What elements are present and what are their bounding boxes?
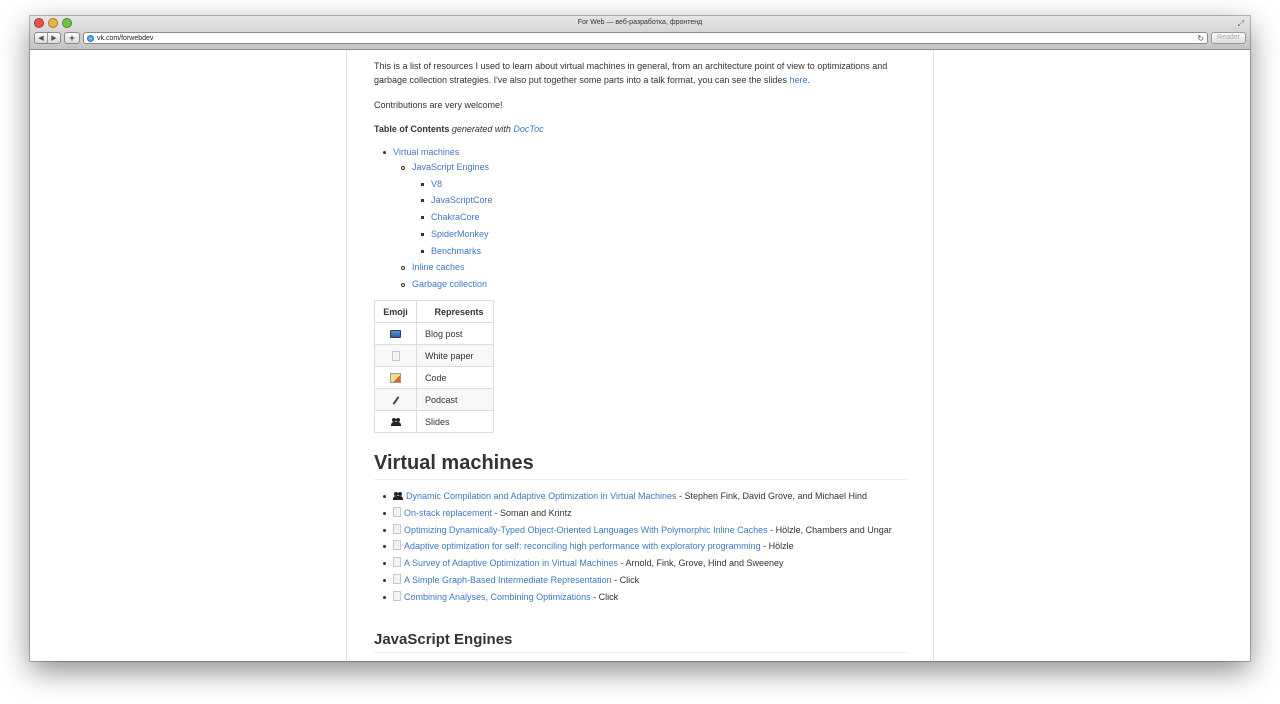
bullet-marker bbox=[421, 216, 424, 219]
people-icon bbox=[393, 492, 403, 500]
represents-cell: Code bbox=[417, 367, 494, 389]
reader-button[interactable]: Reader bbox=[1211, 32, 1246, 44]
page-icon bbox=[393, 574, 401, 584]
list-item bbox=[374, 590, 909, 604]
page-icon bbox=[392, 351, 400, 361]
page-icon bbox=[393, 557, 401, 567]
emoji-cell bbox=[375, 367, 417, 389]
bullet-marker bbox=[383, 529, 386, 532]
represents-cell: Blog post bbox=[417, 323, 494, 345]
emoji-cell bbox=[375, 323, 417, 345]
list-item bbox=[374, 556, 909, 570]
new-tab-button[interactable]: + bbox=[64, 32, 80, 44]
toc-link[interactable]: V8 bbox=[431, 178, 443, 189]
toc-item bbox=[374, 227, 910, 244]
table-row bbox=[375, 389, 494, 411]
resource-authors: - Click bbox=[611, 574, 640, 585]
bullet-marker bbox=[401, 283, 405, 287]
toc-heading: Table of Contents generated with DocToc bbox=[374, 124, 544, 134]
bullet-marker bbox=[383, 562, 386, 565]
browser-window bbox=[30, 16, 1250, 661]
emoji-cell bbox=[375, 411, 417, 433]
toc-link[interactable]: JavaScriptCore bbox=[431, 195, 493, 206]
emoji-cell bbox=[375, 345, 417, 367]
emoji-legend-table bbox=[374, 300, 494, 433]
resource-link[interactable]: On-stack replacement bbox=[404, 507, 493, 518]
toc-item bbox=[374, 277, 910, 294]
toc-link[interactable]: Virtual machines bbox=[393, 147, 460, 157]
emoji-cell bbox=[375, 389, 417, 411]
forward-button[interactable]: ▶ bbox=[47, 33, 60, 43]
history-buttons bbox=[34, 32, 61, 44]
toc-item bbox=[374, 260, 910, 277]
represents-cell: White paper bbox=[417, 345, 494, 367]
resource-authors: - Hölzle bbox=[760, 541, 794, 552]
page-icon bbox=[393, 540, 401, 550]
fullscreen-icon[interactable]: ⤢ bbox=[1237, 19, 1244, 28]
window-title: For Web — веб-разработка, фронтенд bbox=[577, 19, 703, 26]
resource-link[interactable]: Dynamic Compilation and Adaptive Optimization in Virtual Machines bbox=[406, 491, 677, 501]
list-item bbox=[374, 489, 909, 503]
resource-link[interactable]: A Survey of Adaptive Optimization in Virtual Machines bbox=[404, 558, 618, 569]
bullet-marker bbox=[383, 596, 386, 599]
resource-authors: - Hölzle, Chambers and Ungar bbox=[767, 524, 892, 535]
resource-link[interactable]: Adaptive optimization for self: reconciling high performance with exploratory programming bbox=[404, 541, 761, 552]
url-text[interactable]: vk.com/forwebdev bbox=[97, 34, 154, 42]
contributions-text: Contributions are very welcome! bbox=[374, 100, 503, 110]
toc-link[interactable]: Inline caches bbox=[412, 262, 465, 273]
toc-item bbox=[374, 244, 910, 261]
people-icon bbox=[391, 418, 401, 426]
table-row bbox=[375, 367, 494, 389]
table-row bbox=[375, 323, 494, 345]
table-header-emoji: Emoji bbox=[375, 301, 417, 323]
article-content bbox=[346, 50, 934, 661]
list-item bbox=[374, 523, 909, 537]
resource-authors: - Click bbox=[590, 591, 619, 602]
section-heading-javascript-engines: JavaScript Engines bbox=[374, 630, 909, 653]
page-viewport[interactable] bbox=[30, 50, 1250, 661]
microphone-icon bbox=[391, 396, 400, 405]
site-icon bbox=[87, 35, 94, 42]
toc-link[interactable]: Garbage collection bbox=[412, 278, 488, 289]
list-item bbox=[374, 539, 909, 553]
toc-item bbox=[374, 160, 910, 177]
reload-icon[interactable]: ↻ bbox=[1197, 33, 1205, 43]
bullet-marker bbox=[401, 166, 405, 170]
table-row bbox=[375, 411, 494, 433]
page-icon bbox=[393, 524, 401, 534]
monitor-icon bbox=[390, 330, 401, 338]
back-button[interactable]: ◀ bbox=[38, 35, 44, 42]
section-heading-virtual-machines: Virtual machines bbox=[374, 450, 909, 480]
bullet-marker bbox=[383, 579, 386, 582]
address-bar[interactable] bbox=[83, 32, 1208, 44]
navigation-bar bbox=[34, 31, 1246, 45]
represents-cell: Podcast bbox=[417, 389, 494, 411]
table-row bbox=[375, 345, 494, 367]
browser-toolbar bbox=[30, 16, 1250, 50]
bullet-marker bbox=[383, 151, 386, 154]
resource-authors: - Arnold, Fink, Grove, Hind and Sweeney bbox=[617, 558, 784, 569]
toc-item bbox=[374, 177, 910, 194]
resource-authors: - Stephen Fink, David Grove, and Michael Hind bbox=[676, 491, 868, 501]
table-of-contents bbox=[374, 145, 910, 293]
bullet-marker bbox=[421, 233, 424, 236]
bullet-marker bbox=[383, 512, 386, 515]
page-icon bbox=[393, 591, 401, 601]
doctoc-link[interactable]: DocToc bbox=[513, 124, 544, 134]
list-item bbox=[374, 506, 909, 520]
bullet-marker bbox=[421, 183, 424, 186]
list-item bbox=[374, 573, 909, 587]
virtual-machines-list bbox=[374, 489, 909, 607]
page-icon bbox=[393, 507, 401, 517]
resource-authors: - Soman and Krintz bbox=[492, 507, 572, 518]
toc-link[interactable]: Benchmarks bbox=[431, 245, 482, 256]
table-header-represents: Represents bbox=[417, 301, 494, 323]
intro-paragraph: This is a list of resources I used to learn about virtual machines in general, from an architecture point of view to optimizations and garbage collection strategies. I've also put together some parts into a talk format, you can see the slides here. bbox=[374, 61, 888, 85]
toc-item bbox=[374, 145, 910, 160]
toc-link[interactable]: SpiderMonkey bbox=[431, 228, 489, 239]
resource-link[interactable]: A Simple Graph-Based Intermediate Representation bbox=[404, 574, 612, 585]
bullet-marker bbox=[383, 545, 386, 548]
bullet-marker bbox=[421, 250, 424, 253]
memo-icon bbox=[390, 373, 401, 383]
bullet-marker bbox=[421, 199, 424, 202]
toc-item bbox=[374, 193, 910, 210]
resource-link[interactable]: Optimizing Dynamically-Typed Object-Oriented Languages With Polymorphic Inline Caches bbox=[404, 524, 768, 535]
slides-link[interactable]: here bbox=[789, 75, 808, 85]
toc-link[interactable]: JavaScript Engines bbox=[412, 162, 490, 172]
toc-link[interactable]: ChakraCore bbox=[431, 212, 480, 223]
resource-link[interactable]: Combining Analyses, Combining Optimizations bbox=[404, 591, 591, 602]
bullet-marker bbox=[401, 266, 405, 270]
toc-item bbox=[374, 210, 910, 227]
bullet-marker bbox=[383, 495, 386, 498]
represents-cell: Slides bbox=[417, 411, 494, 433]
